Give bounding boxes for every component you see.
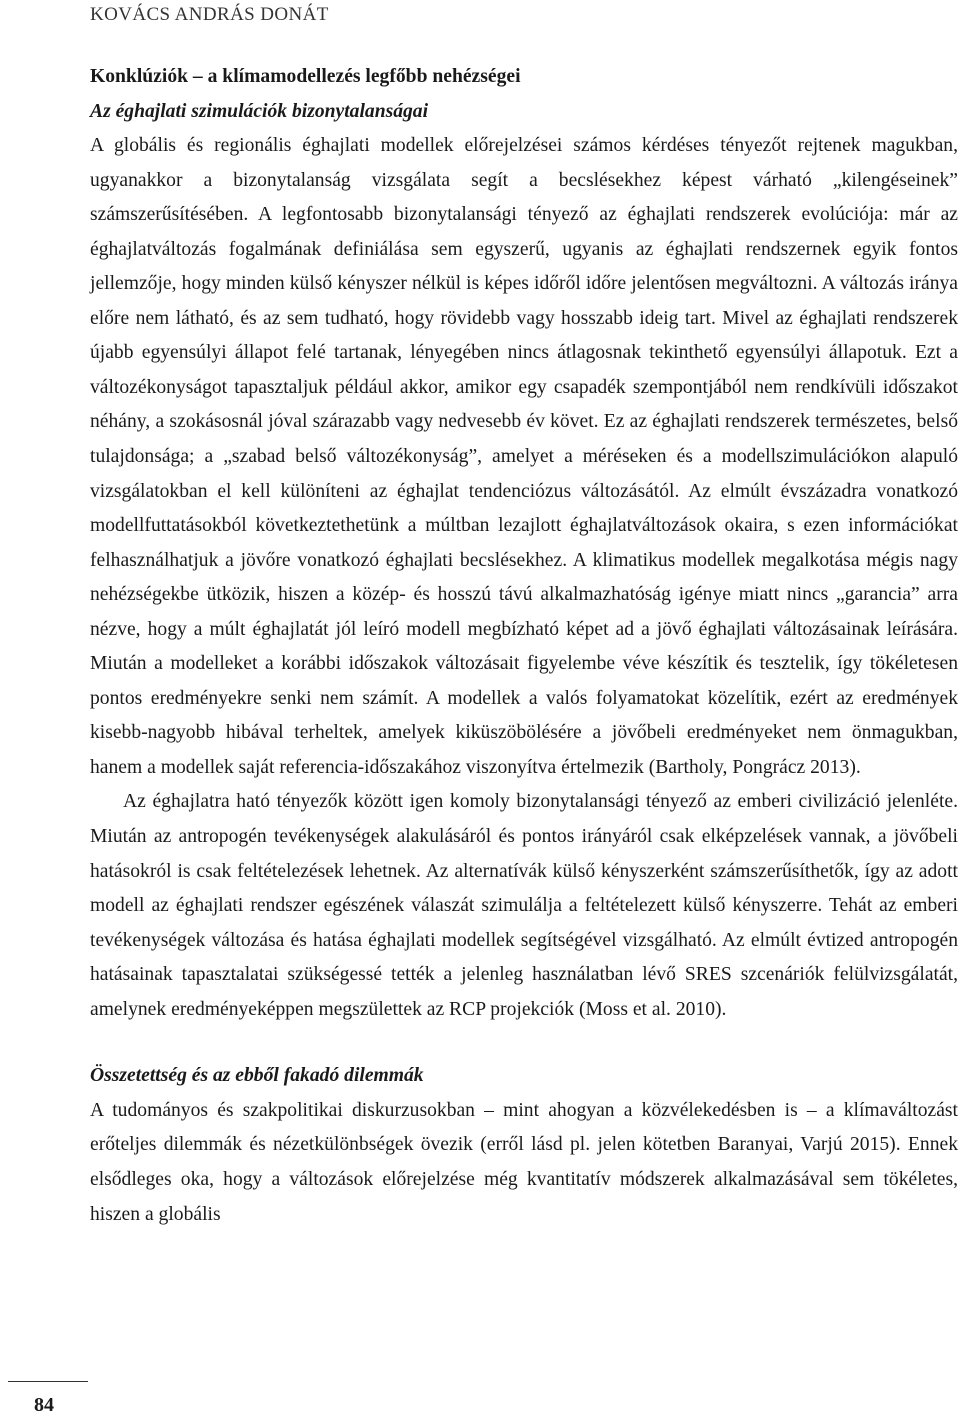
section-title: Összetettség és az ebből fakadó dilemmák bbox=[90, 1065, 424, 1087]
body-paragraph: A globális és regionális éghajlati modellek előrejelzései számos kérdéses tényezőt rejtenek magukban, ugyanakkor a bizonytalanság vizsgálata segít a becslésekhez képest várható „kilengéseinek” számszerűsítésében. A legfontosabb bizonytalansági tényező az éghajlati rendszerek evolúciója: már az éghajlatváltozás fogalmának definiálása sem egyszerű, ugyanis az éghajlati rendszernek egyik fontos jellemzője, hogy minden külső kényszer nélkül is képes időről időre jelentősen megváltozni. A változás iránya előre nem látható, és az sem tudható, hogy rövidebb vagy hosszabb ideig tart. Mivel az éghajlati rendszerek újabb egyensúlyi állapot felé tartanak, lényegében nincs átlagosnak tekinthető egyensúlyi állapotuk. Ezt a változékonyságot tapasztaljuk például akkor, amikor egy csapadék szempontjából nem rendkívüli időszakot néhány, a szokásosnál jóval szárazabb vagy nedvesebb év követ. Ez az éghajlati rendszerek természetes, belső tulajdonsága; a „szabad belső változékonyság”, amelyet a méréseken és a modellszimulációkon alapuló vizsgálatokban el kell különíteni az éghajlat tendenciózus változásától. Az elmúlt évszázadra vonatkozó modellfuttatásokból következtethetünk a múltban lezajlott éghajlatváltozások okaira, s ezen információkat felhasználhatjuk a jövőre vonatkozó éghajlati becslésekhez. A klimatikus modellek megalkotása mégis nagy nehézségekbe ütközik, hiszen a közép- és hosszú távú alkalmazhatóság igénye miatt nincs „garancia” arra nézve, hogy a múlt éghajlatát jól leíró modell megbízható képet ad a jövő éghajlati változásainak leírására. Miután a modelleket a korábbi időszakok változásait figyelembe véve készítik és tesztelik, így tökéletesen pontos eredményekre senki nem számít. A modellek a valós folyamatokat közelítik, ezért az eredmények kisebb-nagyobb hibával terheltek, amelyek kiküszöbölésére a jövőbeli eredményeket nem önmagukban, hanem a modellek saját referencia-időszakához viszonyítva értelmezik (Bartholy, Pongrácz 2013). bbox=[90, 135, 958, 778]
running-head: KOVÁCS ANDRÁS DONÁT bbox=[90, 4, 329, 25]
section-spacer bbox=[90, 1027, 958, 1059]
page-body bbox=[90, 60, 958, 1232]
body-paragraph: Az éghajlatra ható tényezők között igen komoly bizonytalansági tényező az emberi civilizáció jelenléte. Miután az antropogén tevékenységek alakulásáról és pontos irányáról csak elképzelések vannak, a jövőbeli hatásokról is csak feltételezések lehetnek. Az alternatívák külső kényszerként számszerűsíthetők, így az adott modell az éghajlati rendszer egészének válaszát szimulálja a feltételezett külső kényszerre. Tehát az emberi tevékenységek változása és hatása éghajlati modellek segítségével vizsgálható. Az elmúlt évtized antropogén hatásainak tapasztalatai szükségessé tették a jelenleg használatban lévő SRES szcenáriók felülvizsgálatát, amelynek eredményeképpen megszülettek az RCP projekciók (Moss et al. 2010). bbox=[90, 791, 958, 1020]
section-subtitle: Az éghajlati szimulációk bizonytalanságai bbox=[90, 100, 429, 122]
page-number: 84 bbox=[34, 1394, 54, 1416]
section-title: Konklúziók – a klímamodellezés legfőbb nehézségei bbox=[90, 66, 521, 87]
page-number-rule bbox=[8, 1381, 88, 1382]
body-paragraph: A tudományos és szakpolitikai diskurzusokban – mint ahogyan a közvélekedésben is – a klímaváltozást erőteljes dilemmák és nézetkülönbségek övezik (erről lásd pl. jelen kötetben Baranyai, Varjú 2015). Ennek elsődleges oka, hogy a változások előrejelzése még kvantitatív módszerek alkalmazásával sem tökéletes, hiszen a globális bbox=[90, 1099, 958, 1225]
